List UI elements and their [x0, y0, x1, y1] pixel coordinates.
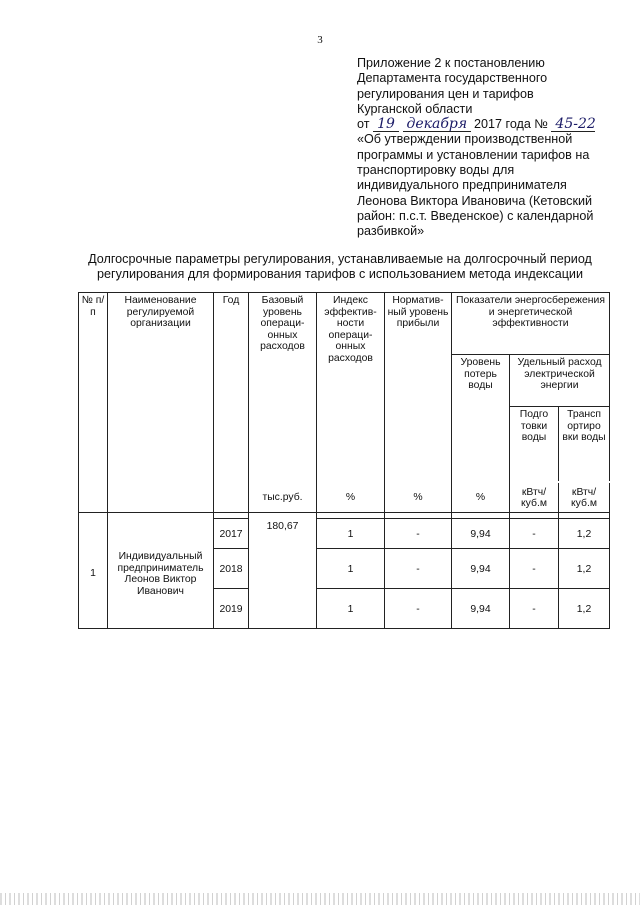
- header-water-transport: Трансп ортиро вки воды: [559, 407, 610, 481]
- row-water-transport: 1,2: [559, 519, 610, 549]
- row-year: 2019: [214, 589, 249, 629]
- header-year: Год: [214, 293, 249, 483]
- row-efficiency-index: 1: [317, 519, 385, 549]
- subject-line: индивидуального предпринимателя: [357, 178, 567, 193]
- appendix-line: Приложение 2 к постановлению: [357, 56, 545, 70]
- row-base-opex: 180,67: [249, 519, 317, 629]
- header-org: Наименование регулируемой организации: [108, 293, 214, 483]
- header-water-loss: Уровень потерь воды: [452, 355, 510, 483]
- header-num: № п/п: [79, 293, 108, 483]
- row-water-preparation: -: [510, 549, 559, 589]
- row-profit-level: -: [385, 519, 452, 549]
- header-profit-level: Норматив-ный уровень прибыли: [385, 293, 452, 483]
- subject-line: Леонова Виктора Ивановича (Кетовский: [357, 193, 593, 208]
- header-specific-consumption: Удельный расход электрической энергии: [510, 355, 610, 407]
- unit-profit-level: %: [385, 483, 452, 513]
- handwritten-doc-number: 45-22: [551, 118, 595, 132]
- title-line: Долгосрочные параметры регулирования, устанавливаемые на долгосрочный период: [88, 252, 592, 266]
- row-water-transport: 1,2: [559, 549, 610, 589]
- unit-base-opex: тыс.руб.: [249, 483, 317, 513]
- handwritten-date-day: 19: [373, 118, 399, 132]
- row-water-preparation: -: [510, 519, 559, 549]
- regulation-parameters-table: [78, 292, 610, 629]
- unit-water-loss: %: [452, 483, 510, 513]
- appendix-date-line: [357, 117, 607, 132]
- row-year: 2017: [214, 519, 249, 549]
- unit-year: [214, 483, 249, 513]
- date-prefix: от: [357, 117, 370, 132]
- row-profit-level: -: [385, 589, 452, 629]
- subject-line: программы и установлении тарифов на: [357, 147, 590, 162]
- date-suffix: 2017 года №: [474, 117, 548, 132]
- row-num: 1: [79, 519, 108, 629]
- row-water-loss: 9,94: [452, 519, 510, 549]
- row-water-loss: 9,94: [452, 549, 510, 589]
- subject-line: район: п.с.т. Введенское) с календарной: [357, 208, 594, 223]
- row-water-preparation: -: [510, 589, 559, 629]
- unit-water-preparation: кВтч/ куб.м: [510, 483, 559, 513]
- row-org-name: Индивидуальный предприниматель Леонов Виктор Иванович: [108, 519, 214, 629]
- header-efficiency-index: Индекс эффектив-ности операци-онных расходов: [317, 293, 385, 483]
- subject-line: разбивкой»: [357, 224, 425, 239]
- unit-num: [79, 483, 108, 513]
- table-row: [79, 519, 610, 549]
- row-profit-level: -: [385, 549, 452, 589]
- row-water-loss: 9,94: [452, 589, 510, 629]
- row-efficiency-index: 1: [317, 549, 385, 589]
- appendix-line: регулирования цен и тарифов: [357, 86, 534, 101]
- document-title: [60, 252, 620, 282]
- unit-efficiency-index: %: [317, 483, 385, 513]
- appendix-line: Курганской области: [357, 101, 473, 116]
- title-line: регулирования для формирования тарифов с использованием метода индексации: [97, 267, 583, 281]
- handwritten-date-month: декабря: [403, 118, 471, 132]
- page-number: 3: [317, 34, 323, 46]
- header-water-preparation: Подго товки воды: [510, 407, 559, 481]
- header-energy-indicators: Показатели энергосбережения и энергетической эффективности: [452, 293, 610, 355]
- subject-line: транспортировку воды для: [357, 163, 515, 178]
- appendix-block: [357, 56, 607, 240]
- row-year: 2018: [214, 549, 249, 589]
- header-base-opex: Базовый уровень операци-онных расходов: [249, 293, 317, 483]
- row-water-transport: 1,2: [559, 589, 610, 629]
- row-efficiency-index: 1: [317, 589, 385, 629]
- appendix-line: Департамента государственного: [357, 71, 548, 86]
- subject-line: «Об утверждении производственной: [357, 132, 573, 147]
- unit-water-transport: кВтч/ куб.м: [559, 483, 610, 513]
- scan-edge-artifact: [0, 893, 640, 905]
- unit-org: [108, 483, 214, 513]
